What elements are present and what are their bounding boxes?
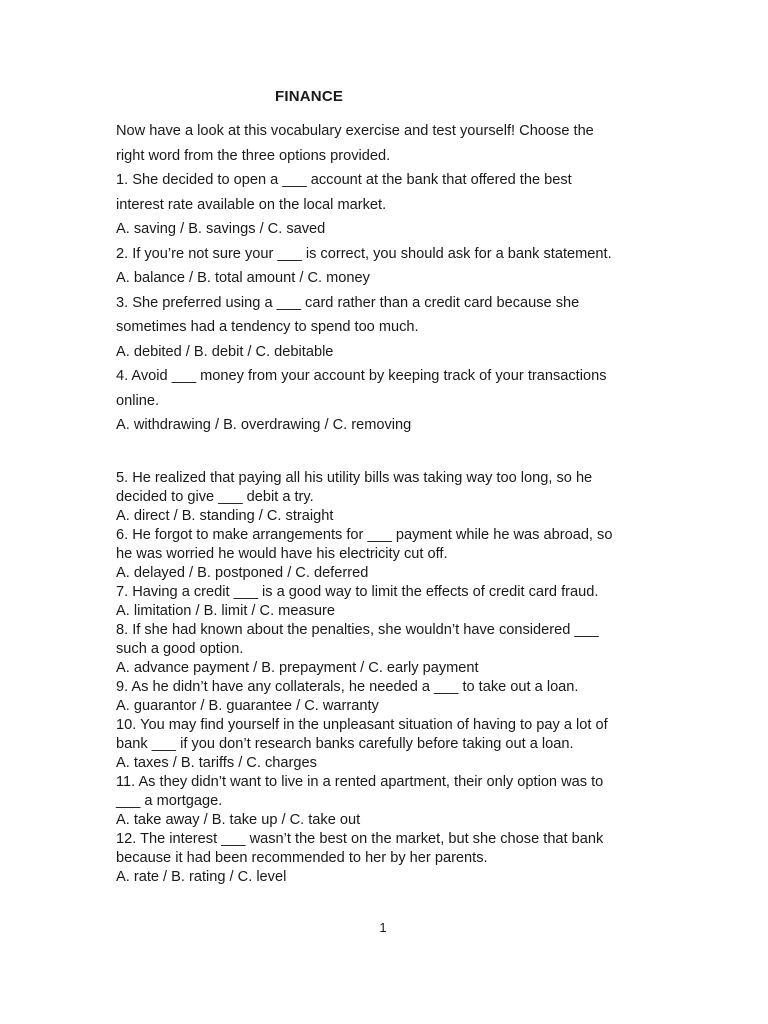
text-line: 7. Having a credit ___ is a good way to limit the effects of credit card fraud. — [116, 584, 599, 600]
text-line: A. delayed / B. postponed / C. deferred — [116, 565, 369, 581]
text-line: decided to give ___ debit a try. — [116, 489, 314, 505]
intro-line: Now have a look at this vocabulary exercise and test yourself! Choose the — [116, 123, 594, 139]
text-line: 2. If you’re not sure your ___ is correct, you should ask for a bank statement. — [116, 245, 612, 262]
text-line: 1. She decided to open a ___ account at the bank that offered the best — [116, 172, 572, 188]
exercise-block-second — [116, 469, 656, 887]
text-line: A. direct / B. standing / C. straight — [116, 508, 334, 524]
intro-line: right word from the three options provided. — [116, 147, 391, 164]
text-line: 9. As he didn’t have any collaterals, he needed a ___ to take out a loan. — [116, 679, 579, 695]
text-line: ___ a mortgage. — [116, 793, 223, 809]
text-line: 11. As they didn’t want to live in a rented apartment, their only option was to — [116, 774, 604, 790]
text-line: 8. If she had known about the penalties, she wouldn’t have considered ___ — [116, 622, 599, 638]
text-line: sometimes had a tendency to spend too much. — [116, 319, 419, 335]
text-line: A. limitation / B. limit / C. measure — [116, 603, 335, 619]
page-title: FINANCE — [275, 88, 344, 105]
text-line: A. rate / B. rating / C. level — [116, 869, 287, 885]
text-line: bank ___ if you don’t research banks carefully before taking out a loan. — [116, 736, 574, 752]
text-line: such a good option. — [116, 641, 244, 657]
text-line: 6. He forgot to make arrangements for ___ payment while he was abroad, so — [116, 527, 613, 543]
text-line: interest rate available on the local market. — [116, 196, 387, 213]
text-line: because it had been recommended to her by her parents. — [116, 850, 488, 866]
text-line: 4. Avoid ___ money from your account by keeping track of your transactions — [116, 368, 607, 384]
text-line: A. saving / B. savings / C. saved — [116, 221, 326, 237]
text-line: 12. The interest ___ wasn’t the best on the market, but she chose that bank — [116, 831, 604, 847]
text-line: online. — [116, 392, 160, 409]
text-line: 5. He realized that paying all his utility bills was taking way too long, so he — [116, 470, 593, 486]
text-line: A. balance / B. total amount / C. money — [116, 270, 370, 286]
text-line: 10. You may find yourself in the unpleasant situation of having to pay a lot of — [116, 717, 608, 733]
exercise-block-first — [116, 119, 656, 438]
text-line: A. take away / B. take up / C. take out — [116, 812, 361, 828]
text-line: A. withdrawing / B. overdrawing / C. removing — [116, 417, 412, 433]
text-line: 3. She preferred using a ___ card rather than a credit card because she — [116, 294, 580, 311]
text-line: A. advance payment / B. prepayment / C. early payment — [116, 660, 479, 676]
text-line: A. guarantor / B. guarantee / C. warranty — [116, 698, 379, 714]
text-line: he was worried he would have his electricity cut off. — [116, 546, 448, 562]
page-number: 1 — [379, 920, 387, 935]
text-line: A. debited / B. debit / C. debitable — [116, 343, 334, 360]
text-line: A. taxes / B. tariffs / C. charges — [116, 755, 317, 771]
